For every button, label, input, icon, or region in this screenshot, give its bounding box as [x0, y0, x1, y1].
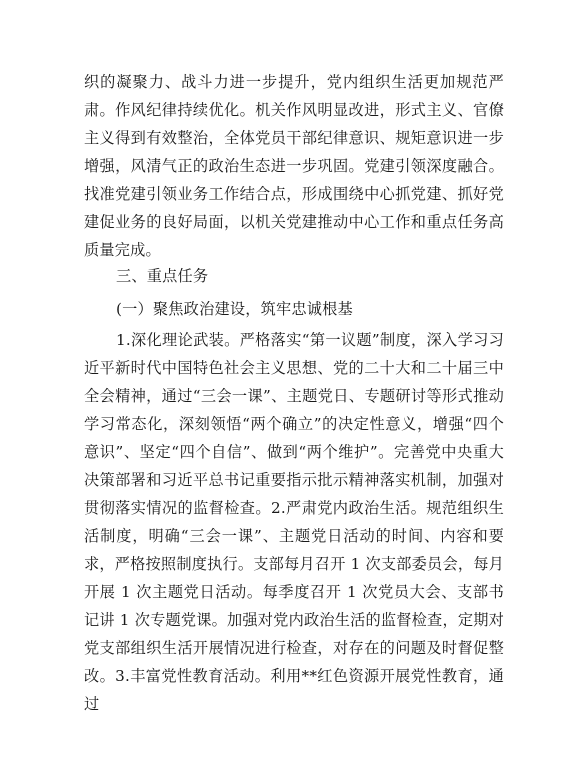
body-paragraph-intro: 织的凝聚力、战斗力进一步提升，党内组织生活更加规范严肃。作风纪律持续优化。机关作风明显改进，形式主义、官僚主义得到有效整治，全体党员干部纪律意识、规矩意识进一步增强，风清气正的政治生态进一步巩固。党建引领深度融合。找准党建引领业务工作结合点，形成围绕中心抓党建、抓好党建促业务的良好局面，以机关党建推动中心工作和重点任务高质量完成。	[84, 73, 504, 259]
body-paragraph-tasks: 1.深化理论武装。严格落实“第一议题”制度，深入学习习近平新时代中国特色社会主义思想、党的二十大和二十届三中全会精神，通过“三会一课”、主题党日、专题研讨等形式推动学习常态化，深刻领悟“两个确立”的决定性意义，增强“四个意识”、坚定“四个自信”、做到“两个维护”。完善党中央重大决策部署和习近平总书记重要指示批示精神落实机制，加强对贯彻落实情况的监督检查。2.严肃党内政治生活。规范组织生活制度，明确“三会一课”、主题党日活动的时间、内容和要求，严格按照制度执行。支部每月召开 1 次支部委员会，每月开展 1 次主题党日活动。每季度召开 1 次党员大会、支部书记讲 1 次专题党课。加强对党内政治生活的监督检查，定期对党支部组织生活开展情况进行检查，对存在的问题及时督促整改。3.丰富党性教育活动。利用**红色资源开展党性教育，通过	[84, 331, 504, 713]
section-heading: 三、重点任务	[116, 267, 209, 285]
subsection-heading: (一）聚焦政治建设，筑牢忠诚根基	[116, 300, 353, 318]
